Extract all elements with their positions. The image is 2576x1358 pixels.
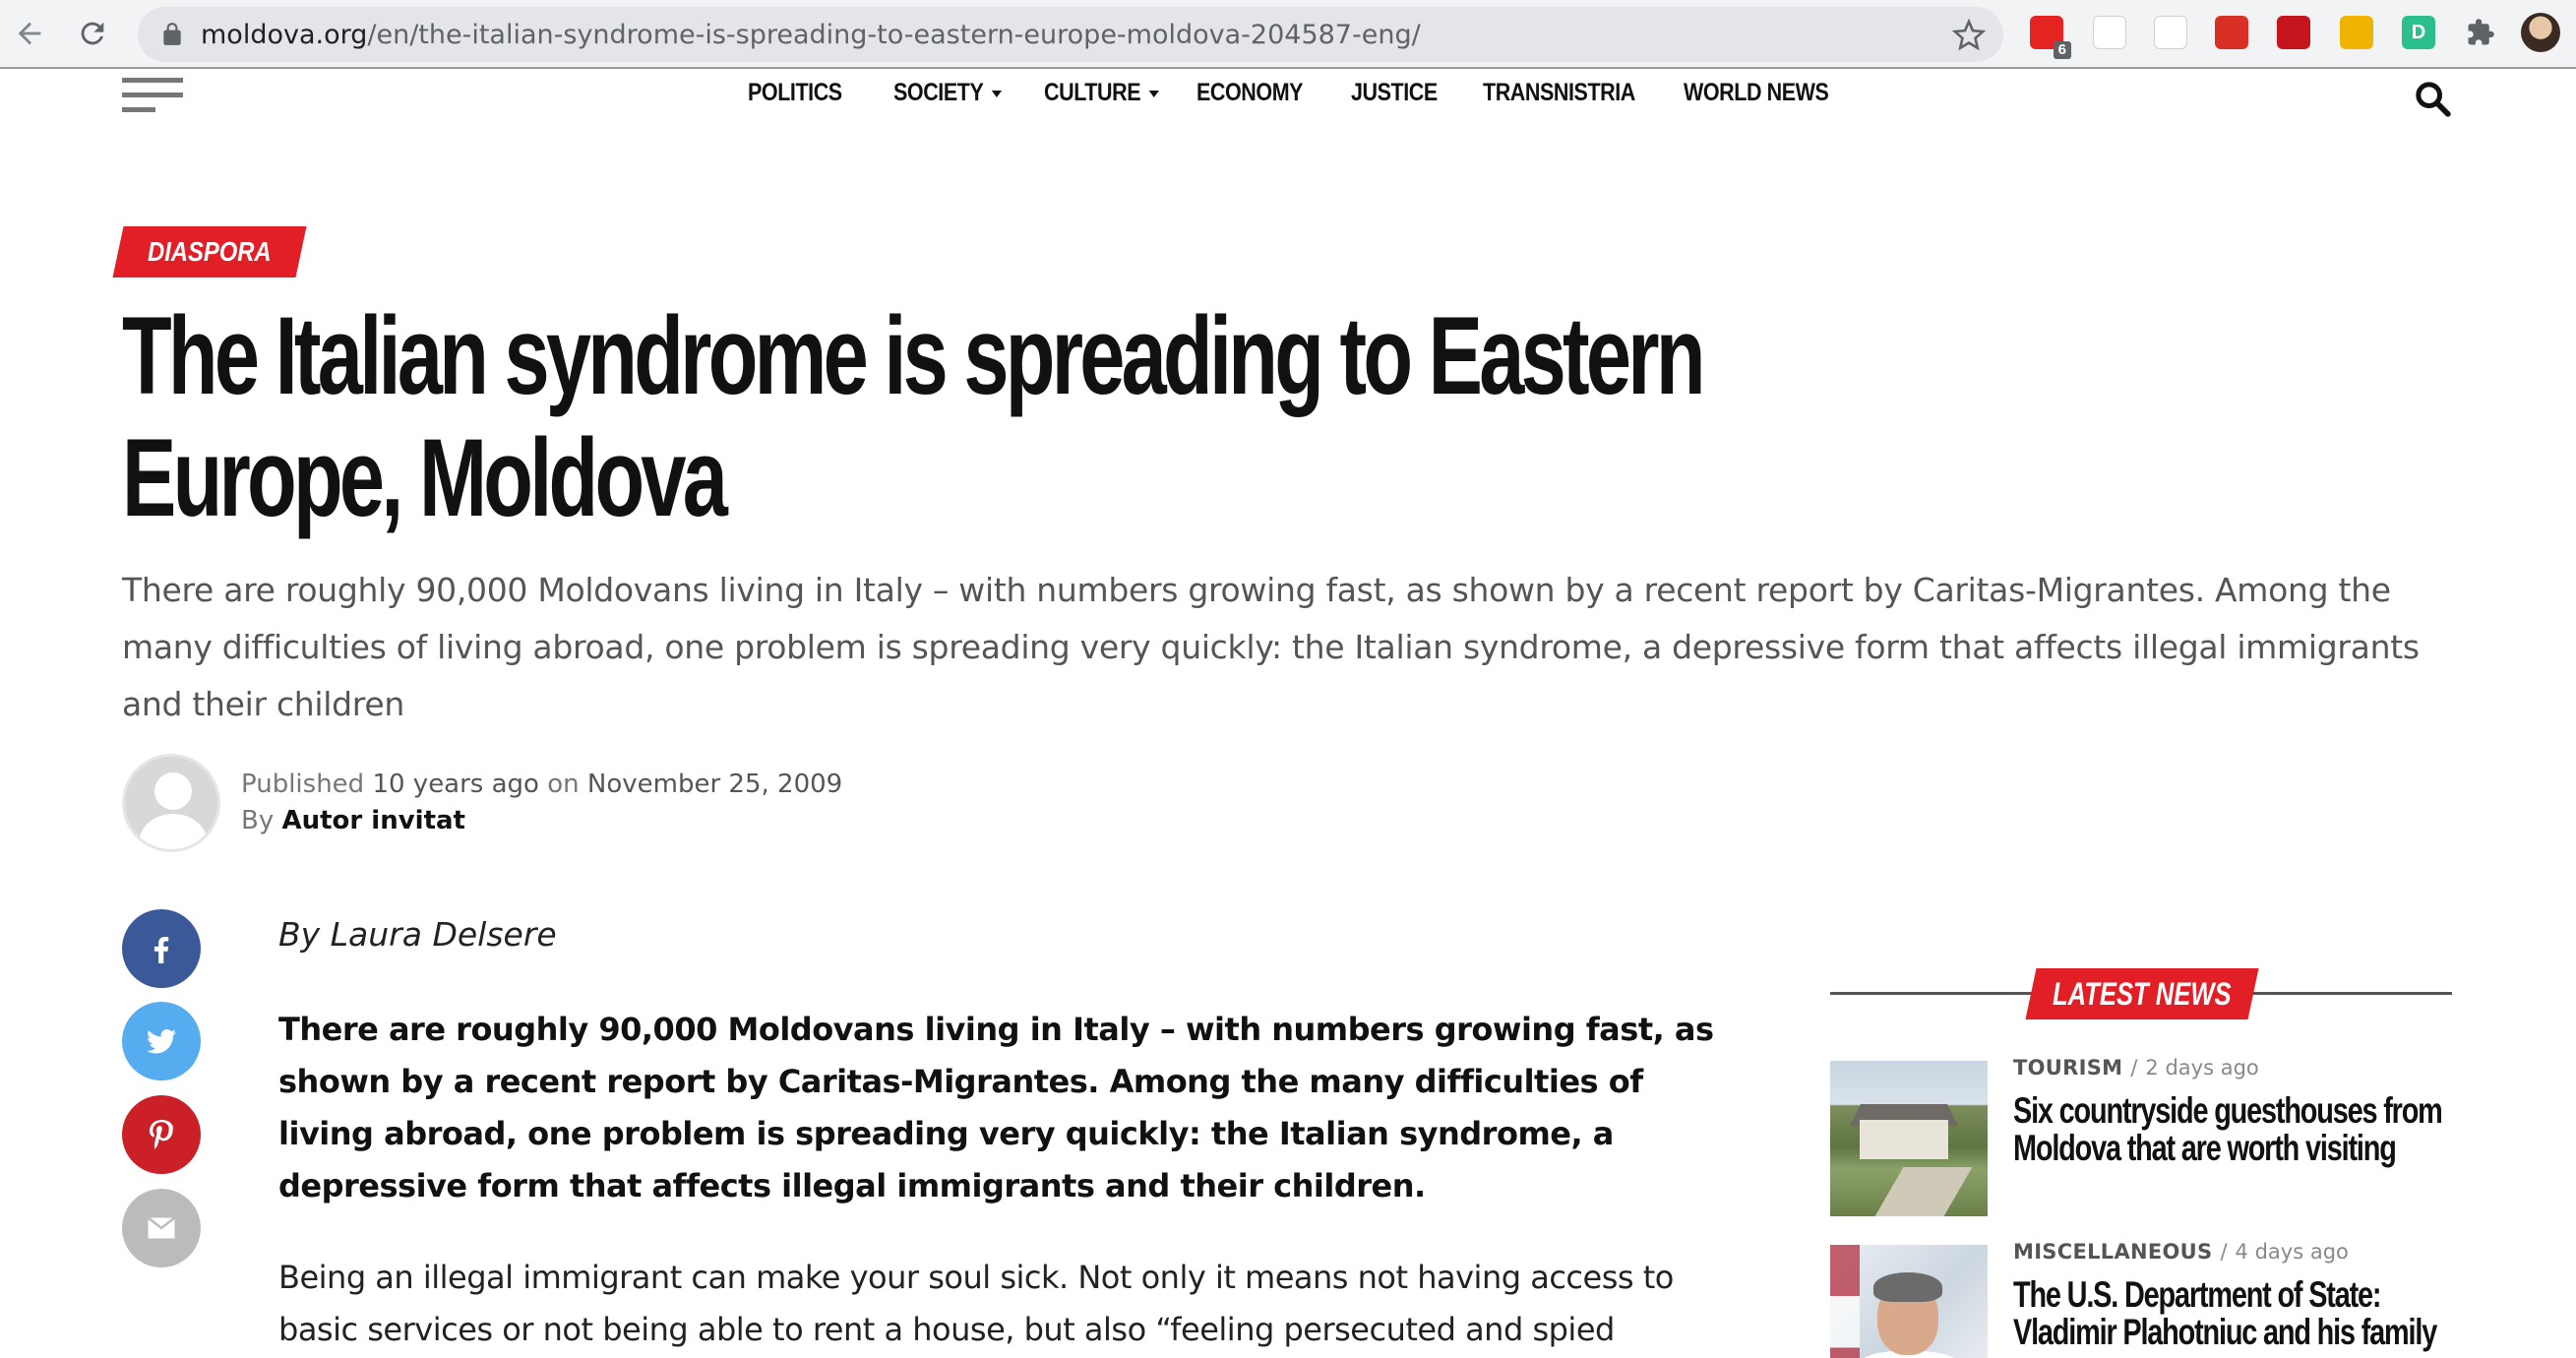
reload-icon[interactable] (71, 12, 114, 55)
pinterest-share-button[interactable] (122, 1095, 201, 1174)
author-avatar (122, 754, 220, 852)
address-bar[interactable] (138, 7, 2003, 62)
author-info: By Autor invitat (241, 806, 465, 835)
mail-extension-icon[interactable] (2154, 16, 2187, 49)
time-ago: 10 years ago (372, 770, 539, 799)
article-byline: By Laura Delsere (278, 915, 557, 954)
globe-extension-icon[interactable] (2340, 16, 2373, 49)
bookmark-star-icon[interactable] (1952, 19, 1986, 52)
main-navigation (0, 79, 2576, 118)
twitter-share-button[interactable] (122, 1002, 201, 1080)
nav-item-transnistria[interactable]: TRANSNISTRIA (1483, 79, 1635, 106)
news-meta: TOURISM / 2 days ago (2013, 1056, 2259, 1080)
article-excerpt: There are roughly 90,000 Moldovans living in Italy – with numbers growing fast, as shown by a recent report by Caritas-Migrantes. Among the many difficulties of living abroad, one problem is spreading very quickly: the Italian syndrome, a depressive form that affects illegal immigrants and their children (122, 571, 2420, 723)
url-text (201, 20, 1421, 50)
article-lead: There are roughly 90,000 Moldovans living in Italy – with numbers growing fast, as shown by a recent report by Caritas-Migrantes. Among the many difficulties of living abroad, one problem is spreading very quickly: the Italian syndrome, a depressive form that affects illegal immigrants and their children. (278, 1011, 1714, 1204)
nav-item-world-news[interactable]: WORLD NEWS (1684, 79, 1829, 106)
puzzle-extensions-icon[interactable] (2464, 16, 2497, 49)
url-host: moldova.org (201, 20, 368, 50)
twitter-icon (144, 1023, 179, 1059)
article-paragraph: Being an illegal immigrant can make your soul sick. Not only it means not having access to basic services or not being able to rent a house, but also “feeling persecuted and spied (278, 1259, 1674, 1348)
url-path: /en/the-italian-syndrome-is-spreading-to-eastern-europe-moldova-204587-eng/ (367, 20, 1421, 50)
adblock-extension-icon[interactable] (2030, 16, 2066, 58)
article-title: The Italian syndrome is spreading to Eastern Europe, Moldova (122, 294, 1702, 539)
news-title-link[interactable]: Six countryside guesthouses from Moldova that are worth visiting (2013, 1090, 2442, 1168)
nav-item-economy[interactable]: ECONOMY (1196, 79, 1304, 106)
news-thumbnail[interactable] (1830, 1061, 1988, 1216)
news-category[interactable]: TOURISM (2013, 1056, 2123, 1080)
extension-badge: 6 (2054, 41, 2071, 59)
publish-date: November 25, 2009 (586, 770, 843, 799)
news-meta: MISCELLANEOUS / 4 days ago (2013, 1240, 2349, 1264)
news-title-link[interactable]: The U.S. Department of State: Vladimir Plahotniuc and his family (2013, 1274, 2437, 1352)
nav-item-culture[interactable]: CULTURE (1044, 79, 1159, 107)
news-time: 4 days ago (2235, 1240, 2349, 1264)
latest-news-heading: LATEST NEWS (2031, 968, 2253, 1019)
chevron-down-icon (1149, 91, 1159, 97)
search-icon[interactable] (2413, 79, 2452, 118)
category-label[interactable]: DIASPORA (118, 226, 301, 278)
profile-avatar[interactable] (2521, 13, 2560, 52)
browser-toolbar (0, 0, 2576, 69)
email-share-button[interactable] (122, 1189, 201, 1267)
chevron-down-icon (992, 91, 1002, 97)
shield-extension-icon[interactable] (2093, 16, 2126, 49)
pinterest-icon (144, 1117, 179, 1152)
lock-icon (159, 22, 185, 47)
envelope-icon (144, 1210, 179, 1246)
back-arrow-icon[interactable] (8, 12, 51, 55)
nav-item-politics[interactable]: POLITICS (748, 79, 842, 106)
news-category[interactable]: MISCELLANEOUS (2013, 1240, 2213, 1264)
facebook-icon (144, 931, 179, 966)
publish-info: Published 10 years ago on November 25, 2009 (241, 770, 843, 799)
book-extension-icon[interactable] (2215, 16, 2248, 49)
d-extension-icon[interactable]: D (2402, 16, 2435, 49)
nav-item-society[interactable]: SOCIETY (893, 79, 1002, 107)
news-time: 2 days ago (2145, 1056, 2259, 1080)
author-link[interactable]: Autor invitat (281, 806, 465, 835)
lastpass-extension-icon[interactable] (2277, 16, 2310, 49)
facebook-share-button[interactable] (122, 909, 201, 988)
nav-item-justice[interactable]: JUSTICE (1351, 79, 1438, 106)
news-thumbnail[interactable] (1830, 1245, 1988, 1358)
